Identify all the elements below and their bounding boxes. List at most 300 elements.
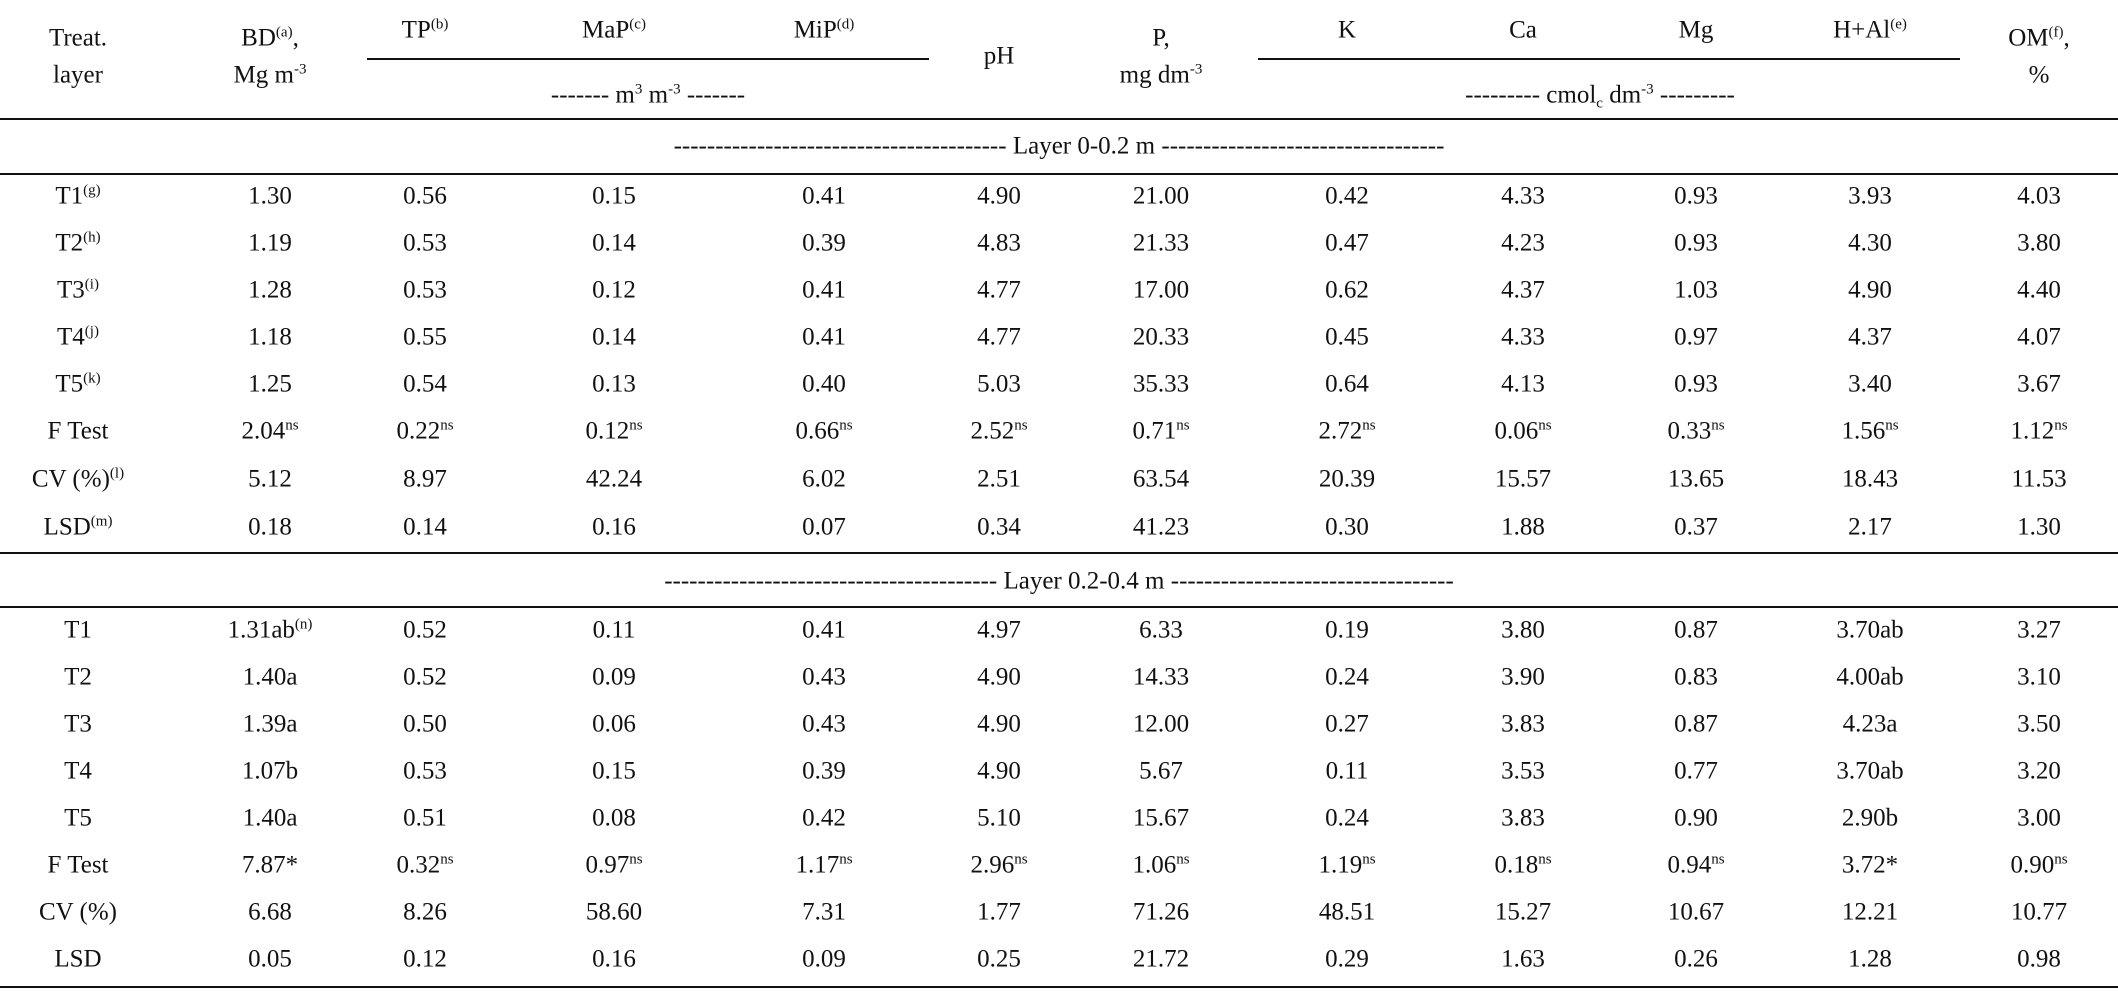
unit-exp: -3 [668, 81, 681, 98]
cell-bd: 5.12 [248, 465, 292, 493]
cell-p: 71.26 [1132, 898, 1190, 926]
cell-treatment [57, 325, 99, 350]
cell-superscript: (l) [109, 465, 125, 482]
cell-bd [241, 419, 298, 444]
cell-om: 10.77 [2010, 898, 2068, 926]
cell-superscript: ns [839, 417, 853, 434]
cell-mg: 0.90 [1674, 804, 1718, 832]
cell-bd: 1.40a [242, 663, 298, 691]
cell-ph: 4.90 [977, 710, 1021, 738]
header-porosity-unit [551, 83, 745, 108]
cell-p [1132, 853, 1189, 878]
unit-part: --------- cmol [1465, 81, 1597, 109]
cell-superscript: (k) [83, 370, 101, 387]
section-rule [0, 173, 2118, 175]
cell-mip [795, 853, 852, 878]
unit-sub: c [1596, 95, 1603, 112]
cell-k: 0.42 [1325, 182, 1369, 210]
cell-k: 0.45 [1325, 323, 1369, 351]
porosity-group-divider [367, 58, 929, 60]
header-p-unit [1120, 63, 1203, 88]
unit-part: dm [1602, 81, 1642, 109]
header-ca: Ca [1509, 16, 1537, 44]
cell-hal: 4.90 [1848, 276, 1892, 304]
cell-ph: 2.51 [977, 465, 1021, 493]
section-label: ---------------------------------------- Layer 0.2-0.4 m ---------------------------------- [664, 567, 1454, 595]
cell-value: 2.72 [1318, 417, 1363, 445]
cell-treatment: F Test [47, 417, 109, 445]
cell-hal: 2.90b [1841, 804, 1899, 832]
header-treat-line1: Treat. [48, 24, 108, 52]
cell-treatment: T5 [64, 804, 92, 832]
cell-mip: 0.41 [802, 616, 846, 644]
cell-k: 0.19 [1325, 616, 1369, 644]
header-om [2008, 26, 2070, 51]
cell-ca: 3.83 [1501, 804, 1545, 832]
cell-k: 0.24 [1325, 804, 1369, 832]
cell-value: 2.04 [241, 417, 286, 445]
cell-tp: 8.26 [403, 898, 447, 926]
cell-map: 42.24 [585, 465, 643, 493]
cell-om [2010, 853, 2067, 878]
cell-om: 3.20 [2017, 757, 2061, 785]
cell-om: 4.07 [2017, 323, 2061, 351]
map-footnote: (c) [629, 16, 646, 33]
cell-ca: 4.13 [1501, 370, 1545, 398]
cell-map: 0.06 [592, 710, 636, 738]
cell-ph: 4.90 [977, 182, 1021, 210]
cell-tp: 0.51 [403, 804, 447, 832]
cell-om: 11.53 [2011, 465, 2067, 493]
cell-k: 0.30 [1325, 513, 1369, 541]
cell-superscript: ns [629, 417, 643, 434]
cell-ph [970, 419, 1027, 444]
cell-mg: 10.67 [1667, 898, 1725, 926]
cell-map: 0.15 [592, 182, 636, 210]
cell-superscript: ns [1711, 417, 1725, 434]
cell-superscript: ns [1538, 417, 1552, 434]
cell-treatment: LSD [54, 945, 102, 973]
header-rule [0, 118, 2118, 120]
cell-ph: 4.90 [977, 663, 1021, 691]
cell-ph: 0.25 [977, 945, 1021, 973]
cell-mg: 0.83 [1674, 663, 1718, 691]
cell-p: 21.00 [1132, 182, 1190, 210]
cell-mg: 0.77 [1674, 757, 1718, 785]
cell-hal: 3.72* [1841, 851, 1899, 879]
cell-value: 1.06 [1132, 851, 1177, 879]
cell-superscript: ns [1014, 851, 1028, 868]
om-name: OM [2008, 24, 2049, 52]
cell-om: 3.10 [2017, 663, 2061, 691]
cell-bd: 1.39a [242, 710, 298, 738]
cell-p: 21.72 [1132, 945, 1190, 973]
cell-om: 3.50 [2017, 710, 2061, 738]
cell-mg: 0.87 [1674, 710, 1718, 738]
cell-tp: 0.12 [403, 945, 447, 973]
cell-k: 0.62 [1325, 276, 1369, 304]
cell-superscript: ns [1885, 417, 1899, 434]
unit-part: ------- m [550, 81, 635, 109]
cell-ca [1494, 419, 1551, 444]
cell-bd: 1.28 [248, 276, 292, 304]
cell-superscript: ns [1538, 851, 1552, 868]
mip-footnote: (d) [836, 16, 855, 33]
bottom-rule [0, 986, 2118, 988]
cell-hal [1841, 419, 1898, 444]
cell-value: 0.18 [1494, 851, 1539, 879]
cell-ph: 5.03 [977, 370, 1021, 398]
cell-tp: 0.56 [403, 182, 447, 210]
section-rule [0, 606, 2118, 608]
cell-hal: 4.00ab [1836, 663, 1904, 691]
cell-superscript: ns [1176, 851, 1190, 868]
cell-hal: 18.43 [1841, 465, 1899, 493]
cell-map [585, 419, 642, 444]
cell-mg: 0.93 [1674, 182, 1718, 210]
cell-value: 1.56 [1841, 417, 1886, 445]
cell-p: 21.33 [1132, 229, 1190, 257]
cell-om [2010, 419, 2067, 444]
unit-exp: 3 [634, 81, 643, 98]
cell-value: 0.90 [2010, 851, 2055, 879]
cell-mip: 0.42 [802, 804, 846, 832]
cell-map: 0.14 [592, 323, 636, 351]
cell-treatment [32, 467, 124, 492]
header-map [582, 18, 646, 43]
cell-map [585, 853, 642, 878]
cell-p: 15.67 [1132, 804, 1190, 832]
cell-value: 0.12 [585, 417, 630, 445]
cation-group-divider [1258, 58, 1960, 60]
header-k: K [1337, 16, 1357, 44]
cell-value: 0.32 [396, 851, 441, 879]
cell-value: 0.66 [795, 417, 840, 445]
cell-om: 4.03 [2017, 182, 2061, 210]
cell-treatment: T1 [64, 616, 92, 644]
cell-om: 3.67 [2017, 370, 2061, 398]
cell-bd: 0.18 [248, 513, 292, 541]
cell-map: 0.16 [592, 945, 636, 973]
cell-mg: 0.37 [1674, 513, 1718, 541]
cell-mg: 0.87 [1674, 616, 1718, 644]
cell-tp: 8.97 [403, 465, 447, 493]
cell-hal: 12.21 [1841, 898, 1899, 926]
cell-value: 2.96 [970, 851, 1015, 879]
cell-map: 0.09 [592, 663, 636, 691]
cell-ca: 3.83 [1501, 710, 1545, 738]
cell-k: 20.39 [1318, 465, 1376, 493]
cell-value: 0.33 [1667, 417, 1712, 445]
cell-mip: 0.41 [802, 182, 846, 210]
cell-p: 17.00 [1132, 276, 1190, 304]
cell-bd: 1.40a [242, 804, 298, 832]
cell-value: CV (%) [31, 465, 110, 493]
cell-tp: 0.52 [403, 616, 447, 644]
cell-k [1318, 419, 1375, 444]
cell-value: 1.19 [1318, 851, 1363, 879]
header-hal [1833, 18, 1907, 43]
om-footnote: (f) [2048, 24, 2064, 41]
cell-bd: 1.07b [241, 757, 299, 785]
cell-value: 0.06 [1494, 417, 1539, 445]
cell-map: 0.13 [592, 370, 636, 398]
cell-ca: 4.23 [1501, 229, 1545, 257]
bd-unit: Mg m [233, 61, 294, 89]
cell-superscript: ns [1014, 417, 1028, 434]
cell-mip [795, 419, 852, 444]
cell-om: 4.40 [2017, 276, 2061, 304]
header-p: P, [1152, 24, 1170, 52]
cell-mip: 0.41 [802, 323, 846, 351]
cell-value: T1 [55, 182, 84, 210]
cell-k: 0.64 [1325, 370, 1369, 398]
cell-ph: 4.90 [977, 757, 1021, 785]
p-unit: mg dm [1119, 61, 1190, 89]
cell-superscript: (g) [83, 182, 101, 199]
cell-superscript: (h) [83, 229, 101, 246]
cell-k: 0.27 [1325, 710, 1369, 738]
cell-hal: 2.17 [1848, 513, 1892, 541]
cell-om: 3.27 [2017, 616, 2061, 644]
cell-ca: 15.57 [1494, 465, 1552, 493]
header-tp [402, 18, 449, 43]
cell-hal: 3.70ab [1836, 616, 1904, 644]
cell-superscript: (n) [294, 616, 313, 633]
cell-hal: 4.23a [1842, 710, 1898, 738]
cell-ca [1494, 853, 1551, 878]
header-ph: pH [983, 42, 1015, 70]
cell-mg: 13.65 [1667, 465, 1725, 493]
bd-unit-exp: -3 [293, 61, 307, 78]
cell-bd: 0.05 [248, 945, 292, 973]
cell-mg: 1.03 [1674, 276, 1718, 304]
cell-ph [970, 853, 1027, 878]
cell-value: 2.52 [970, 417, 1015, 445]
cell-ca: 1.63 [1501, 945, 1545, 973]
header-bd [241, 26, 299, 51]
cell-value: T2 [55, 229, 84, 257]
cell-mip: 0.39 [802, 757, 846, 785]
cell-superscript: ns [2054, 851, 2068, 868]
cell-ca: 15.27 [1494, 898, 1552, 926]
cell-ph: 0.34 [977, 513, 1021, 541]
cell-superscript: (j) [84, 323, 99, 340]
tp-footnote: (b) [430, 16, 449, 33]
cell-mip: 0.41 [802, 276, 846, 304]
cell-bd: 7.87* [241, 851, 299, 879]
cell-mg: 0.26 [1674, 945, 1718, 973]
cell-map: 0.08 [592, 804, 636, 832]
bd-footnote: (a) [275, 24, 293, 41]
cell-superscript: ns [1176, 417, 1190, 434]
cell-value: LSD [43, 513, 91, 541]
cell-k: 0.47 [1325, 229, 1369, 257]
cell-value: 1.12 [2010, 417, 2055, 445]
cell-mg: 0.93 [1674, 370, 1718, 398]
cell-map: 0.16 [592, 513, 636, 541]
section-label: ---------------------------------------- Layer 0-0.2 m ---------------------------------- [673, 132, 1445, 160]
cell-bd [228, 618, 313, 643]
cell-mip: 0.43 [802, 710, 846, 738]
mip-name: MiP [793, 16, 837, 44]
cell-k: 48.51 [1318, 898, 1376, 926]
header-bd-unit [234, 63, 307, 88]
cell-bd: 6.68 [248, 898, 292, 926]
tp-name: TP [401, 16, 431, 44]
cell-treatment [44, 515, 113, 540]
map-name: MaP [582, 16, 630, 44]
header-om-unit: % [2028, 61, 2050, 89]
cell-p: 14.33 [1132, 663, 1190, 691]
cell-mg: 0.97 [1674, 323, 1718, 351]
cell-p: 63.54 [1132, 465, 1190, 493]
cell-bd: 1.19 [248, 229, 292, 257]
cell-ph: 4.77 [977, 276, 1021, 304]
cell-mip: 0.40 [802, 370, 846, 398]
cell-value: 0.97 [585, 851, 630, 879]
cell-mip: 6.02 [802, 465, 846, 493]
cell-mip: 0.39 [802, 229, 846, 257]
section-end-rule [0, 552, 2118, 554]
cell-superscript: ns [440, 417, 454, 434]
cell-ph: 4.77 [977, 323, 1021, 351]
cell-value: 0.94 [1667, 851, 1712, 879]
cell-tp: 0.53 [403, 757, 447, 785]
cell-ca: 4.33 [1501, 323, 1545, 351]
cell-superscript: (i) [84, 276, 99, 293]
cell-tp [396, 853, 453, 878]
cell-ca: 3.53 [1501, 757, 1545, 785]
cell-map: 0.15 [592, 757, 636, 785]
cell-superscript: ns [1362, 851, 1376, 868]
hal-footnote: (e) [1890, 16, 1907, 33]
cell-tp: 0.53 [403, 276, 447, 304]
cell-ca: 4.33 [1501, 182, 1545, 210]
cell-mip: 0.43 [802, 663, 846, 691]
cell-bd: 1.25 [248, 370, 292, 398]
cell-treatment: T4 [64, 757, 92, 785]
cell-bd: 1.30 [248, 182, 292, 210]
cell-map: 58.60 [585, 898, 643, 926]
header-mg: Mg [1678, 16, 1714, 44]
cell-value: 1.31ab [227, 616, 295, 644]
cell-tp: 0.53 [403, 229, 447, 257]
cell-treatment: T3 [64, 710, 92, 738]
cell-tp: 0.54 [403, 370, 447, 398]
cell-superscript: ns [285, 417, 299, 434]
cell-p: 6.33 [1139, 616, 1183, 644]
cell-superscript: ns [2054, 417, 2068, 434]
cell-p [1132, 419, 1189, 444]
om-comma: , [2063, 24, 2070, 52]
unit-part: m [642, 81, 669, 109]
cell-tp [396, 419, 453, 444]
cell-om: 0.98 [2017, 945, 2061, 973]
cell-treatment: F Test [47, 851, 109, 879]
cell-tp: 0.55 [403, 323, 447, 351]
bd-comma: , [292, 24, 299, 52]
unit-part: --------- [1653, 81, 1735, 109]
cell-value: T3 [57, 276, 85, 304]
cell-treatment [55, 372, 100, 397]
cell-om: 3.00 [2017, 804, 2061, 832]
cell-mg [1667, 853, 1724, 878]
cell-ph: 4.83 [977, 229, 1021, 257]
cell-value: T5 [55, 370, 84, 398]
cell-hal: 3.40 [1848, 370, 1892, 398]
cell-map: 0.12 [592, 276, 636, 304]
header-treat-line2: layer [53, 61, 103, 89]
cell-mg: 0.93 [1674, 229, 1718, 257]
cell-mip: 7.31 [802, 898, 846, 926]
cell-ph: 5.10 [977, 804, 1021, 832]
cell-k [1318, 853, 1375, 878]
cell-value: 1.17 [795, 851, 840, 879]
cell-value: T4 [57, 323, 85, 351]
cell-superscript: ns [1362, 417, 1376, 434]
cell-superscript: ns [440, 851, 454, 868]
hal-name: H+Al [1833, 16, 1891, 44]
cell-ca: 3.90 [1501, 663, 1545, 691]
cell-superscript: (m) [90, 513, 113, 530]
bd-name: BD [241, 24, 276, 52]
cell-treatment: T2 [64, 663, 92, 691]
unit-exp: -3 [1641, 81, 1654, 98]
cell-k: 0.29 [1325, 945, 1369, 973]
cell-value: 0.22 [396, 417, 441, 445]
cell-ca: 1.88 [1501, 513, 1545, 541]
cell-hal: 3.93 [1848, 182, 1892, 210]
cell-value: 0.71 [1132, 417, 1177, 445]
cell-treatment [55, 184, 100, 209]
cell-p: 5.67 [1139, 757, 1183, 785]
cell-map: 0.14 [592, 229, 636, 257]
cell-k: 0.24 [1325, 663, 1369, 691]
cell-om: 1.30 [2017, 513, 2061, 541]
cell-k: 0.11 [1325, 757, 1369, 785]
p-unit-exp: -3 [1189, 61, 1203, 78]
cell-superscript: ns [1711, 851, 1725, 868]
cell-ph: 1.77 [977, 898, 1021, 926]
cell-bd: 1.18 [248, 323, 292, 351]
cell-om: 3.80 [2017, 229, 2061, 257]
cell-map: 0.11 [592, 616, 636, 644]
cell-ca: 4.37 [1501, 276, 1545, 304]
cell-mip: 0.07 [802, 513, 846, 541]
cell-hal: 3.70ab [1836, 757, 1904, 785]
header-mip [794, 18, 855, 43]
cell-tp: 0.14 [403, 513, 447, 541]
cell-mg [1667, 419, 1724, 444]
cell-mip: 0.09 [802, 945, 846, 973]
cell-p: 35.33 [1132, 370, 1190, 398]
cell-p: 12.00 [1132, 710, 1190, 738]
cell-superscript: ns [629, 851, 643, 868]
header-cation-unit [1465, 81, 1735, 112]
cell-ph: 4.97 [977, 616, 1021, 644]
cell-treatment: CV (%) [38, 898, 118, 926]
cell-hal: 4.37 [1848, 323, 1892, 351]
cell-treatment [57, 278, 99, 303]
unit-part: ------- [680, 81, 746, 109]
cell-tp: 0.50 [403, 710, 447, 738]
cell-p: 20.33 [1132, 323, 1190, 351]
cell-hal: 1.28 [1848, 945, 1892, 973]
cell-tp: 0.52 [403, 663, 447, 691]
cell-treatment [55, 231, 100, 256]
cell-superscript: ns [839, 851, 853, 868]
